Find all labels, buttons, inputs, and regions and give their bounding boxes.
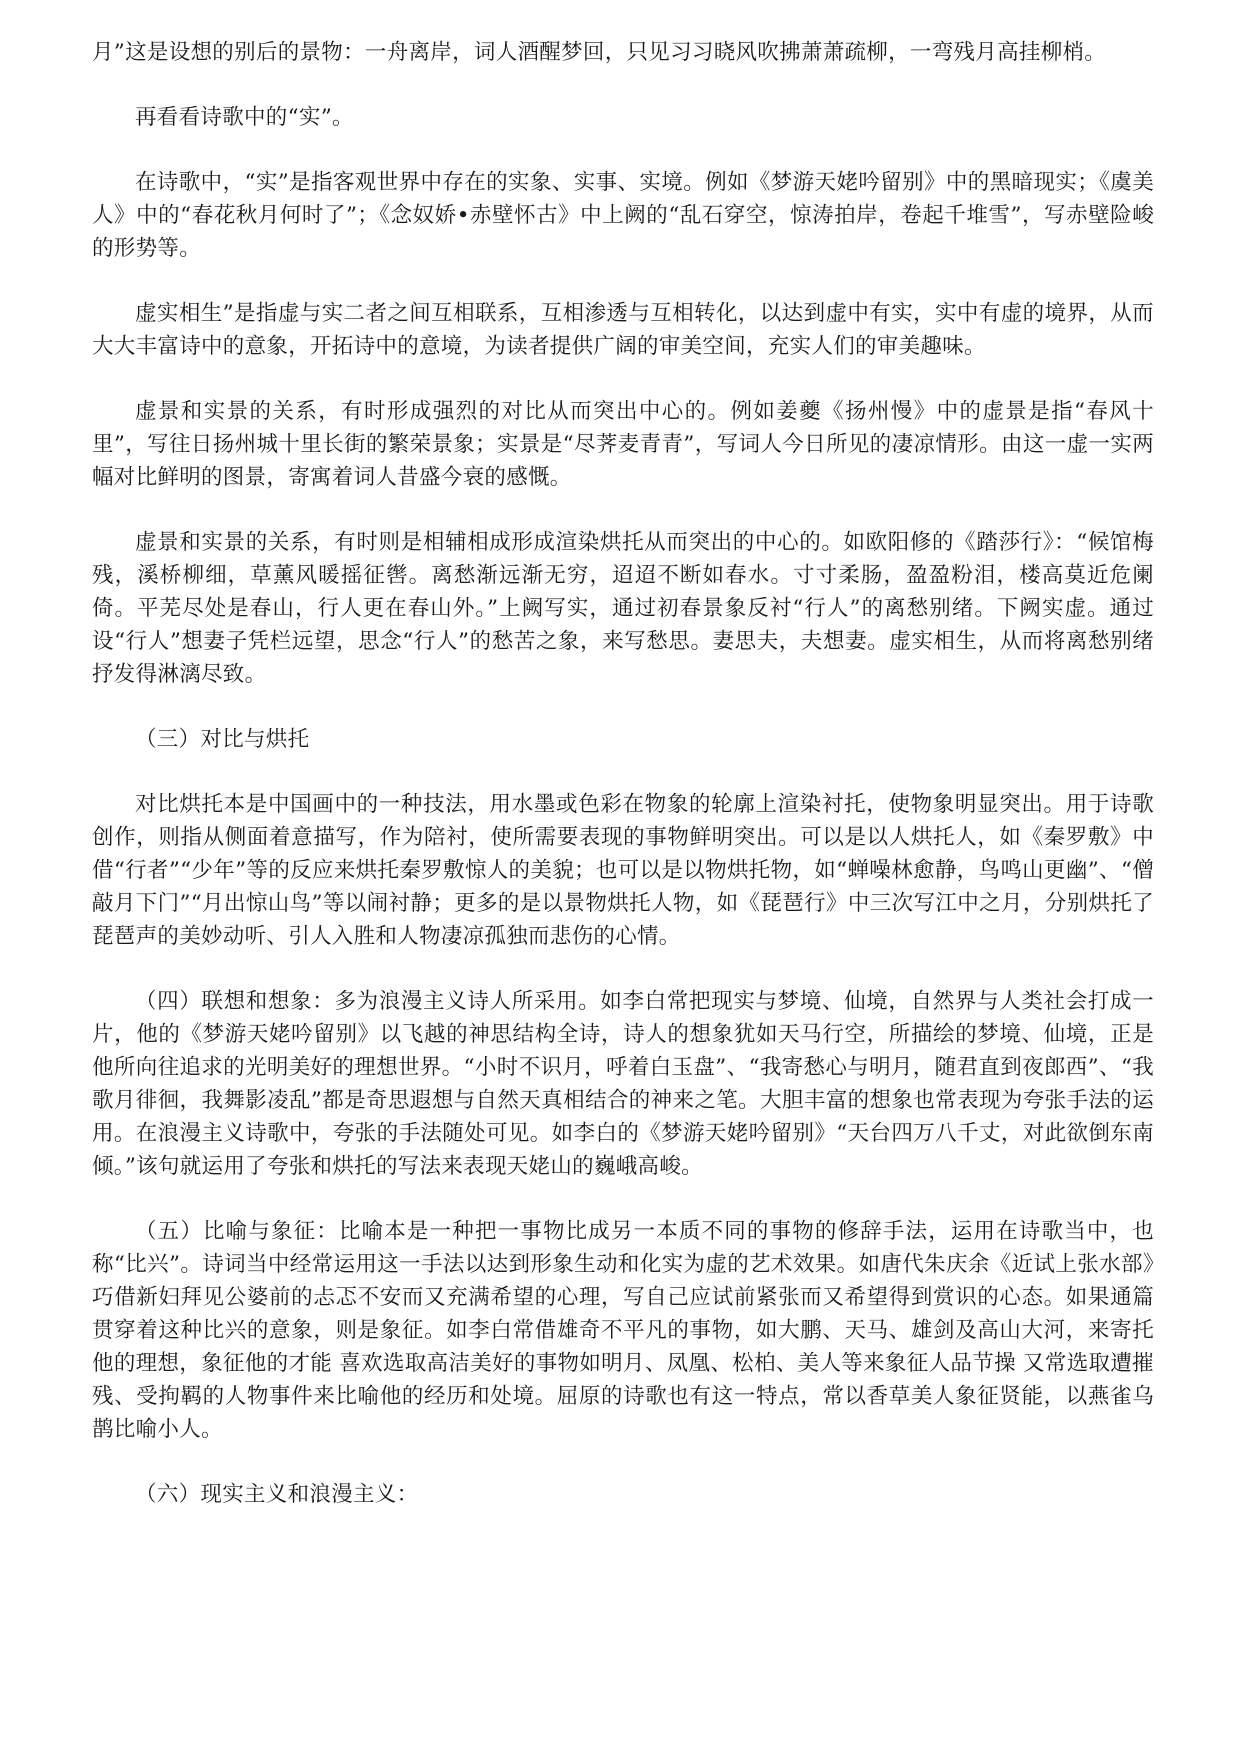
paragraph-contrast-technique: 对比烘托本是中国画中的一种技法，用水墨或色彩在物象的轮廓上渲染衬托，使物象明显突出。用于诗歌创作，则指从侧面着意描写，作为陪衬，使所需要表现的事物鲜明突出。可以是以人烘托人，如《秦罗敷》中借“行者”“少年”等的反应来烘托秦罗敷惊人的美貌；也可以是以物烘托物，如“蝉噪林愈静，鸟鸣山更幽”、“僧敲月下门”“月出惊山鸟”等以闹衬静；更多的是以景物烘托人物，如《琵琶行》中三次写江中之月，分别烘托了琵琶声的美妙动听、引人入胜和人物凄凉孤独而悲伤的心情。: [92, 792, 1154, 949]
paragraph-metaphor-symbol: （五）比喻与象征：比喻本是一种把一事物比成另一本质不同的事物的修辞手法，运用在诗歌当中，也称“比兴”。诗词当中经常运用这一手法以达到形象生动和化实为虚的艺术效果。如唐代朱庆余《近试上张水部》巧借新妇拜见公婆前的忐忑不安而又充满希望的心理，写自己应试前紧张而又希望得到赏识的心态。如果通篇贯穿着这种比兴的意象，则是象征。如李白常借雄奇不平凡的事物，如大鹏、天马、雄剑及高山大河，来寄托他的理想，象征他的才能 喜欢选取高洁美好的事物如明月、凤凰、松柏、美人等来象征人品节操 又常选取遭摧残、受拘羁的人物事件来比喻他的经历和处境。屈原的诗歌也有这一特点，常以香草美人象征贤能，以燕雀乌鹊比喻小人。: [92, 1219, 1154, 1442]
section-heading-realism-romanticism: （六）现实主义和浪漫主义：: [135, 1482, 419, 1507]
paragraph-shi-definition: 在诗歌中，“实”是指客观世界中存在的实象、实事、实境。例如《梦游天姥吟留别》中的黑暗现实；《虞美人》中的“春花秋月何时了”；《念奴娇•赤壁怀古》中上阙的“乱石穿空，惊涛拍岸，卷起千堆雪”，写赤壁险峻的形势等。: [92, 170, 1154, 261]
paragraph-contrast-example: 虚景和实景的关系，有时形成强烈的对比从而突出中心的。例如姜夔《扬州慢》中的虚景是指“春风十里”，写往日扬州城十里长街的繁荣景象；实景是“尽荠麦青青”，写词人今日所见的凄凉情形。由这一虚一实两幅对比鲜明的图景，寄寓着词人昔盛今衰的感慨。: [92, 399, 1154, 490]
document-page: [92, 36, 1154, 1543]
paragraph-shi-intro: 再看看诗歌中的“实”。: [135, 105, 354, 130]
paragraph-xushi-xiangsheng: 虚实相生”是指虚与实二者之间互相联系，互相渗透与互相转化，以达到虚中有实，实中有虚的境界，从而大大丰富诗中的意象，开拓诗中的意境，为读者提供广阔的审美空间，充实人们的审美趣味。: [92, 301, 1154, 359]
paragraph-complement-example: 虚景和实景的关系，有时则是相辅相成形成渲染烘托从而突出的中心的。如欧阳修的《踏莎行》：“候馆梅残，溪桥柳细，草薰风暖摇征辔。离愁渐远渐无穷，迢迢不断如春水。寸寸柔肠，盈盈粉泪，楼高莫近危阑倚。平芜尽处是春山，行人更在春山外。”上阙写实，通过初春景象反衬“行人”的离愁别绪。下阙实虚。通过设“行人”想妻子凭栏远望，思念“行人”的愁苦之象，来写愁思。妻思夫，夫想妻。虚实相生，从而将离愁别绪抒发得淋漓尽致。: [92, 530, 1154, 687]
paragraph-imagination: （四）联想和想象：多为浪漫主义诗人所采用。如李白常把现实与梦境、仙境，自然界与人类社会打成一片，他的《梦游天姥吟留别》以飞越的神思结构全诗，诗人的想象犹如天马行空，所描绘的梦境、仙境，正是他所向往追求的光明美好的理想世界。“小时不识月，呼着白玉盘”、“我寄愁心与明月，随君直到夜郎西”、“我歌月徘徊，我舞影凌乱”都是奇思遐想与自然天真相结合的神来之笔。大胆丰富的想象也常表现为夸张手法的运用。在浪漫主义诗歌中，夸张的手法随处可见。如李白的《梦游天姥吟留别》“天台四万八千丈，对此欲倒东南倾。”该句就运用了夸张和烘托的写法来表现天姥山的巍峨高峻。: [92, 989, 1154, 1179]
paragraph-continuation: 月”这是设想的别后的景物：一舟离岸，词人酒醒梦回，只见习习晓风吹拂萧萧疏柳，一弯残月高挂柳梢。: [92, 40, 1107, 65]
section-heading-contrast: （三）对比与烘托: [135, 727, 310, 752]
